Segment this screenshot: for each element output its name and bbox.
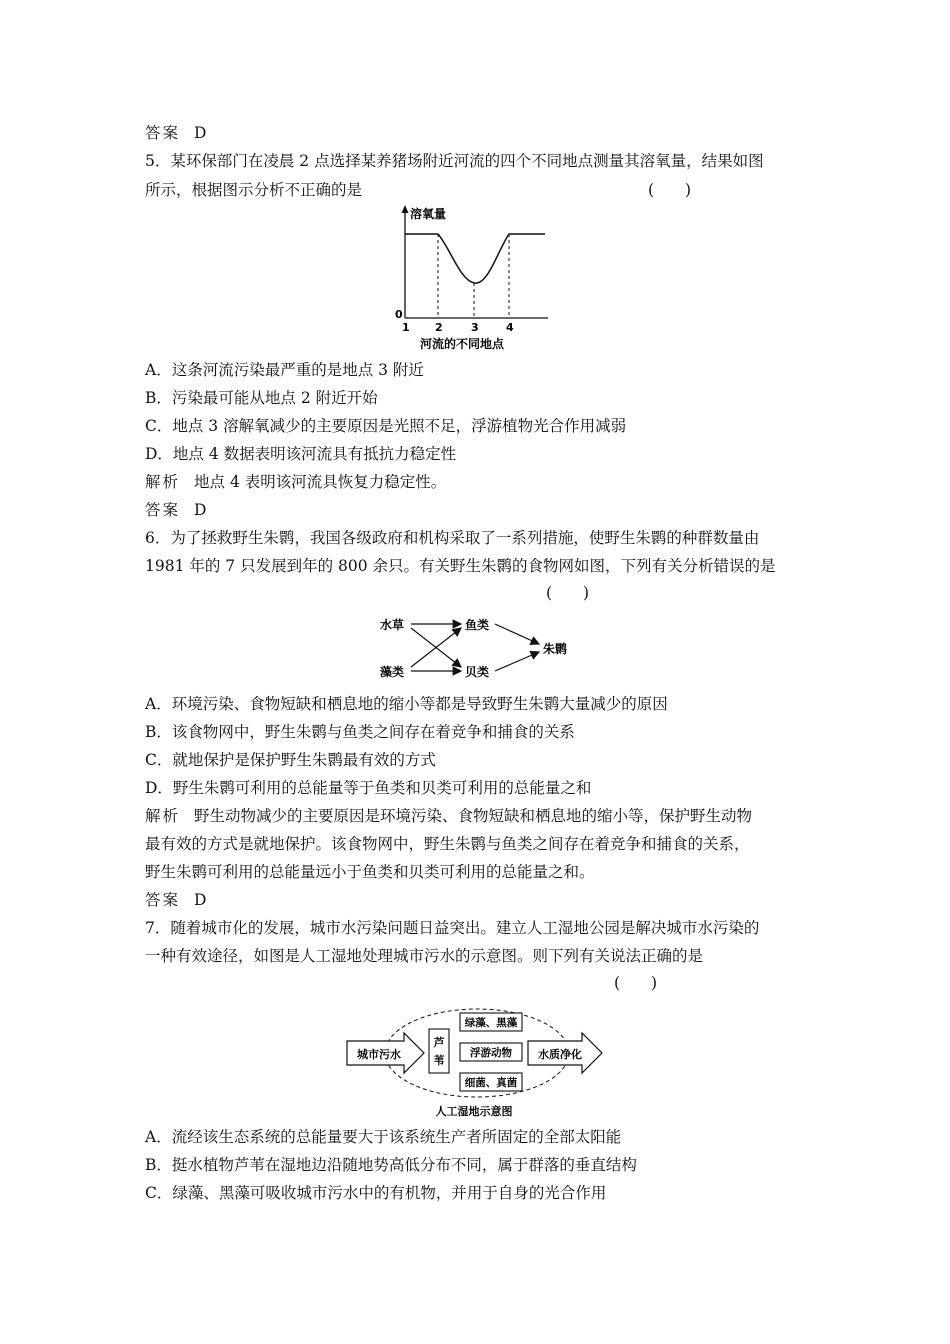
- q6-option-b: B．该食物网中，野生朱鹮与鱼类之间存在着竞争和捕食的关系: [145, 723, 575, 741]
- q6-answer-blank: ( ): [546, 584, 590, 602]
- food-web-node-shellfish: 贝类: [465, 665, 490, 679]
- q5-tick-2: 2: [435, 321, 443, 334]
- q7-stem-line1: 7．随着城市化的发展，城市水污染问题日益突出。建立人工湿地公园是解决城市水污染的: [145, 919, 760, 937]
- wetland-reed-bottom: 苇: [433, 1054, 445, 1067]
- q5-stem-line2: 所示，根据图示分析不正确的是: [145, 181, 363, 199]
- q5-tick-1: 1: [402, 321, 410, 334]
- q6-analysis-line2: 最有效的方式是就地保护。该食物网中，野生朱鹮与鱼类之间存在着竞争和捕食的关系，: [145, 835, 750, 853]
- q5-dissolved-oxygen-figure: [390, 200, 560, 355]
- q5-option-d: D．地点 4 数据表明该河流具有抵抗力稳定性: [145, 445, 457, 463]
- q7-option-b: B．挺水植物芦苇在湿地边沿随地势高低分布不同，属于群落的垂直结构: [145, 1156, 637, 1174]
- q7-option-c: C．绿藻、黑藻可吸收城市污水中的有机物，并用于自身的光合作用: [145, 1184, 607, 1202]
- q5-tick-4: 4: [506, 321, 514, 334]
- q5-option-b: B．污染最可能从地点 2 附近开始: [145, 389, 378, 407]
- wetland-input-label: 城市污水: [357, 1048, 401, 1061]
- q5-tick-3: 3: [471, 321, 479, 334]
- q4-answer: 答案 D: [145, 124, 207, 142]
- q7-wetland-figure: [342, 1003, 607, 1121]
- q7-option-a: A．流经该生态系统的总能量要大于该系统生产者所固定的全部太阳能: [145, 1128, 622, 1146]
- q5-stem-line1: 5．某环保部门在凌晨 2 点选择某养猪场附近河流的四个不同地点测量其溶氧量，结果如图: [145, 152, 764, 170]
- food-web-node-waterweed: 水草: [380, 618, 405, 632]
- q6-option-a: A．环境污染、食物短缺和栖息地的缩小等都是导致野生朱鹮大量减少的原因: [145, 695, 668, 713]
- q5-origin: 0: [395, 308, 403, 321]
- food-web-node-ibis: 朱鹮: [543, 642, 568, 656]
- q7-answer-blank: ( ): [614, 974, 658, 992]
- wetland-box-zooplankton: 浮游动物: [470, 1047, 512, 1059]
- q5-option-c: C．地点 3 溶解氧减少的主要原因是光照不足，浮游植物光合作用减弱: [145, 417, 627, 435]
- q6-option-d: D．野生朱鹮可利用的总能量等于鱼类和贝类可利用的总能量之和: [145, 779, 592, 797]
- q6-food-web-figure: [375, 608, 585, 686]
- q5-xlabel: 河流的不同地点: [419, 337, 505, 351]
- q6-analysis-line3: 野生朱鹮可利用的总能量远小于鱼类和贝类可利用的总能量之和。: [145, 863, 595, 881]
- wetland-reed-top: 芦: [433, 1036, 445, 1049]
- wetland-output-label: 水质净化: [538, 1048, 582, 1061]
- q5-answer-blank: ( ): [648, 181, 692, 199]
- q5-option-a: A．这条河流污染最严重的是地点 3 附近: [145, 361, 424, 379]
- q6-option-c: C．就地保护是保护野生朱鹮最有效的方式: [145, 751, 436, 769]
- wetland-caption: 人工湿地示意图: [435, 1105, 513, 1118]
- q6-answer: 答案 D: [145, 891, 207, 909]
- wetland-box-bacteria: 细菌、真菌: [464, 1077, 518, 1089]
- food-web-node-algae: 藻类: [380, 665, 405, 679]
- wetland-box-algae: 绿藻、黑藻: [464, 1017, 518, 1029]
- q6-stem-line2: 1981 年的 7 只发展到年的 800 余只。有关野生朱鹮的食物网如图，下列有关分析错误的是: [145, 557, 776, 575]
- q7-stem-line2: 一种有效途径，如图是人工湿地处理城市污水的示意图。则下列有关说法正确的是: [145, 947, 704, 965]
- q6-stem-line1: 6．为了拯救野生朱鹮，我国各级政府和机构采取了一系列措施，使野生朱鹮的种群数量由: [145, 529, 760, 547]
- q5-analysis: 解析 地点 4 表明该河流具恢复力稳定性。: [145, 473, 447, 491]
- q5-answer: 答案 D: [145, 501, 207, 519]
- q5-ylabel: 溶氧量: [410, 207, 447, 221]
- q6-analysis-line1: 解析 野生动物减少的主要原因是环境污染、食物短缺和栖息地的缩小等，保护野生动物: [145, 807, 753, 825]
- food-web-node-fish: 鱼类: [465, 618, 490, 632]
